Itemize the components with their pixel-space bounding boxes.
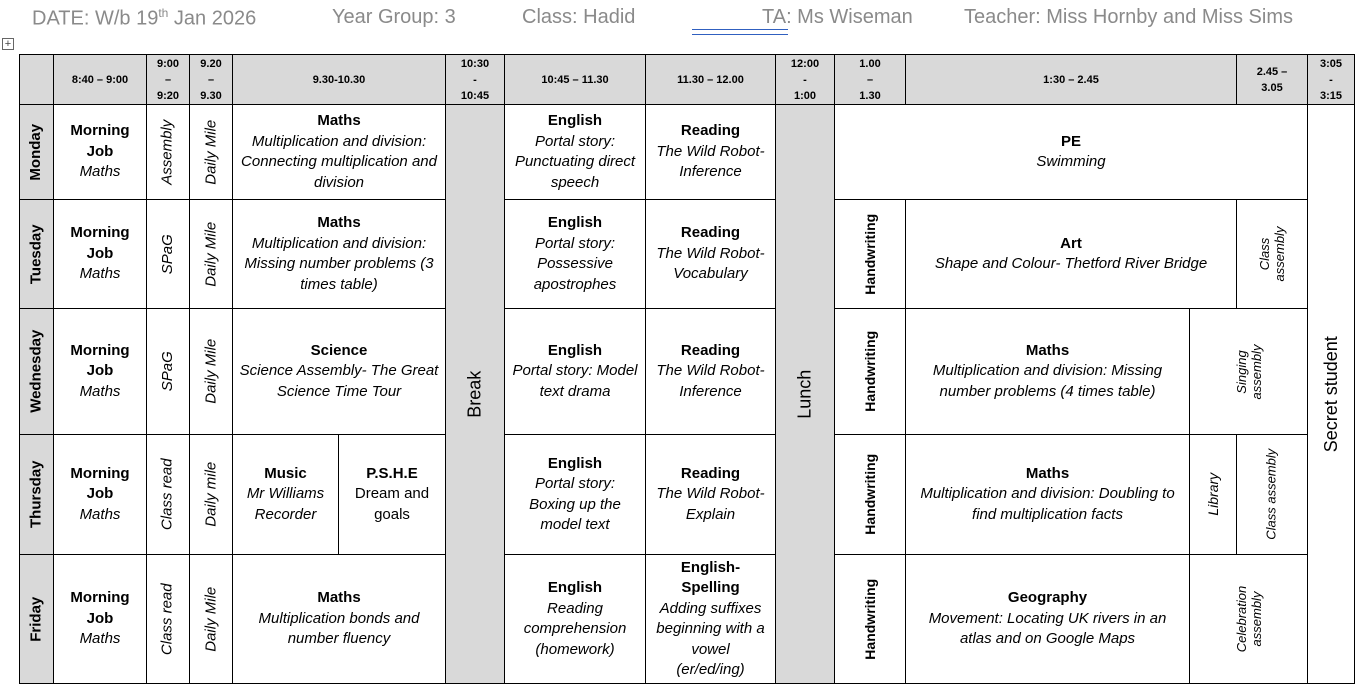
class-assembly-thursday: Class assembly	[1237, 435, 1308, 555]
daily-mile-monday: Daily Mile	[190, 105, 233, 200]
maths-thursday-pm: Maths Multiplication and division: Doubling to find multiplication facts	[906, 435, 1190, 555]
lesson-930-monday: Maths Multiplication and division: Connecting multiplication and division	[233, 105, 446, 200]
reading-thursday: Reading The Wild Robot- Explain	[646, 435, 776, 555]
daily-mile-thursday: Daily mile	[190, 435, 233, 555]
morning-job-monday: Morning Job Maths	[54, 105, 147, 200]
time-header-4: 9.30-10.30	[233, 54, 446, 105]
day-wednesday: Wednesday	[19, 309, 54, 435]
slot-900-thursday: Class read	[147, 435, 190, 555]
english-thursday: English Portal story: Boxing up the model text	[505, 435, 646, 555]
day-friday: Friday	[19, 555, 54, 684]
english-friday: English Reading comprehension (homework)	[505, 555, 646, 684]
handwriting-thursday: Handwriting	[835, 435, 906, 555]
teacher-label: Teacher: Miss Hornby and Miss Sims	[964, 6, 1293, 28]
time-header-12: 3:05 - 3:15	[1308, 54, 1355, 105]
lesson-930-tuesday: Maths Multiplication and division: Missing number problems (3 times table)	[233, 200, 446, 309]
lunch-column: Lunch	[776, 105, 835, 684]
daily-mile-tuesday: Daily Mile	[190, 200, 233, 309]
reading-tuesday: Reading The Wild Robot- Vocabulary	[646, 200, 776, 309]
morning-job-friday: Morning Job Maths	[54, 555, 147, 684]
reading-wednesday: Reading The Wild Robot- Inference	[646, 309, 776, 435]
celebration-assembly-friday: Celebration assembly	[1190, 555, 1308, 684]
maths-wednesday-pm: Maths Multiplication and division: Missing number problems (4 times table)	[906, 309, 1190, 435]
day-tuesday: Tuesday	[19, 200, 54, 309]
morning-job-wednesday: Morning Job Maths	[54, 309, 147, 435]
singing-assembly-wednesday: Singing assembly	[1190, 309, 1308, 435]
slot-900-friday: Class read	[147, 555, 190, 684]
secret-student-column: Secret student	[1308, 105, 1355, 684]
time-header-5: 10:30 - 10:45	[446, 54, 505, 105]
lesson-pshe-thursday: P.S.H.E Dream and goals	[339, 435, 446, 555]
time-header-9: 1.00 – 1.30	[835, 54, 906, 105]
handwriting-tuesday: Handwriting	[835, 200, 906, 309]
handwriting-wednesday: Handwriting	[835, 309, 906, 435]
english-wednesday: English Portal story: Model text drama	[505, 309, 646, 435]
art-tuesday: Art Shape and Colour- Thetford River Bridge	[906, 200, 1237, 309]
table-move-handle-icon[interactable]: +	[2, 38, 14, 50]
english-tuesday: English Portal story: Possessive apostrophes	[505, 200, 646, 309]
daily-mile-friday: Daily Mile	[190, 555, 233, 684]
handwriting-friday: Handwriting	[835, 555, 906, 684]
slot-900-wednesday: SPaG	[147, 309, 190, 435]
lesson-930-friday: Maths Multiplication bonds and number fluency	[233, 555, 446, 684]
time-header-6: 10:45 – 11.30	[505, 54, 646, 105]
english-monday: English Portal story: Punctuating direct speech	[505, 105, 646, 200]
break-column: Break	[446, 105, 505, 684]
year-group-label: Year Group: 3	[332, 6, 456, 28]
time-header-2: 9:00 – 9:20	[147, 54, 190, 105]
slot-900-tuesday: SPaG	[147, 200, 190, 309]
time-header-7: 11.30 – 12.00	[646, 54, 776, 105]
header-corner	[19, 54, 54, 105]
class-label: Class: Hadid	[522, 6, 636, 28]
library-thursday: Library	[1190, 435, 1237, 555]
morning-job-tuesday: Morning Job Maths	[54, 200, 147, 309]
reading-monday: Reading The Wild Robot- Inference	[646, 105, 776, 200]
pe-monday: PE Swimming	[835, 105, 1308, 200]
geography-friday: Geography Movement: Locating UK rivers in an atlas and on Google Maps	[906, 555, 1190, 684]
time-header-8: 12:00 - 1:00	[776, 54, 835, 105]
class-assembly-tuesday: Class assembly	[1237, 200, 1308, 309]
slot-900-monday: Assembly	[147, 105, 190, 200]
time-header-10: 1:30 – 2.45	[906, 54, 1237, 105]
morning-job-thursday: Morning Job Maths	[54, 435, 147, 555]
time-header-11: 2.45 – 3.05	[1237, 54, 1308, 105]
time-header-3: 9.20 – 9.30	[190, 54, 233, 105]
ta-label: TA: Ms Wiseman	[762, 6, 913, 28]
day-thursday: Thursday	[19, 435, 54, 555]
lesson-music-thursday: Music Mr Williams Recorder	[233, 435, 339, 555]
spelling-friday: English- Spelling Adding suffixes beginning with a vowel (er/ed/ing)	[646, 555, 776, 684]
date-label: DATE: W/b 19th Jan 2026	[32, 6, 257, 30]
daily-mile-wednesday: Daily Mile	[190, 309, 233, 435]
time-header-1: 8:40 – 9:00	[54, 54, 147, 105]
day-monday: Monday	[19, 105, 54, 200]
lesson-930-wednesday: Science Science Assembly- The Great Science Time Tour	[233, 309, 446, 435]
